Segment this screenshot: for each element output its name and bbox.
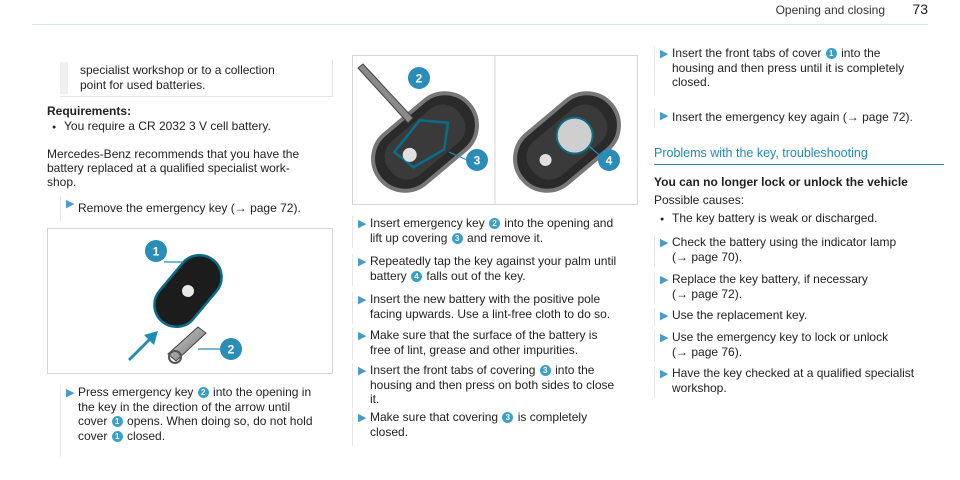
num-badge-3: 3 [502,412,513,423]
step-use-replacement [654,308,960,326]
step-text: workshop. [672,380,727,395]
sub-heading: You can no longer lock or unlock the vehicle [654,175,908,189]
ref-arrow-icon: → [676,286,688,301]
recommend-1: Mercedes-Benz recommends that you have the [47,147,300,161]
num-badge-3: 3 [452,233,463,244]
ref-arrow-icon: → [676,344,688,359]
ref-arrow-icon: → [846,110,859,124]
step-arrow-icon: ▶ [358,330,367,342]
note-text-2: point for used batteries. [80,78,206,92]
step-insert-covering [352,363,658,409]
num-badge-4: 4 [411,271,422,282]
step-check-covering [352,410,658,446]
step-text: Check the battery using the indicator lamp [672,235,897,249]
step-text: Insert emergency key [370,216,489,230]
callout-2-label: 2 [415,71,423,86]
step-press-key [60,385,348,457]
step-text: and remove it. [463,230,544,245]
step-text: into the opening and [501,216,614,230]
step-text: cover [78,428,111,443]
step-text: Have the key checked at a qualified specialist [672,366,915,380]
requirements-heading: Requirements: [47,104,132,118]
step-arrow-icon: ▶ [66,387,75,399]
problems-heading: Problems with the key, troubleshooting [654,146,868,160]
step-text: Make sure that the surface of the battery is [370,328,598,342]
section-title: Opening and closing [775,3,885,17]
page-ref-link[interactable]: page 76 [691,344,735,359]
step-text: Press emergency key [78,385,197,399]
step-text: it. [370,392,380,406]
page-ref-link[interactable]: page 70 [691,249,735,264]
num-badge-1: 1 [112,416,123,427]
step-text: opens. When doing so, do not hold [123,414,313,428]
step-arrow-icon: ▶ [660,310,669,322]
step-replace-battery [654,272,960,304]
figure-battery-removal [352,55,638,205]
step-arrow-icon: ▶ [358,256,367,268]
callout-3-label: 3 [473,153,481,168]
step-text: ( [672,249,676,264]
step-text: lift up covering [370,230,451,245]
step-have-key-checked [654,366,960,398]
step-text: ( [672,286,676,301]
bullet-icon: ● [660,216,665,223]
step-reinsert-key [654,108,960,128]
step-arrow-icon: ▶ [358,365,367,377]
step-text-end: ). [734,344,743,359]
step-text: Replace the key battery, if necessary [672,272,868,286]
step-text: Insert the front tabs of cover [672,46,825,60]
num-badge-1: 1 [826,48,837,59]
step-text: free of lint, grease and other impurities. [370,342,579,357]
step-text: Use the emergency key to lock or unlock [672,330,889,344]
step-text: Repeatedly tap the key against your palm until [370,254,617,268]
step-text: Insert the emergency key again ( [672,110,847,124]
num-badge-2: 2 [489,218,500,229]
step-text: Make sure that covering [370,410,502,424]
step-text: cover [78,414,111,428]
step-text: housing and then press on both sides to close [370,377,615,392]
possible-causes: Possible causes: [654,193,745,207]
step-arrow-icon: ▶ [660,368,669,380]
step-text: closed. [672,75,711,89]
step-text: closed. [370,424,409,439]
step-arrow-icon: ▶ [660,48,669,60]
step-text: Remove the emergency key ( [78,201,235,215]
step-text: Insert the front tabs of covering [370,363,539,377]
step-text: the key in the direction of the arrow until [78,399,291,414]
step-text: Insert the new battery with the positive pole [370,292,601,306]
step-check-surface [352,328,658,360]
step-arrow-icon: ▶ [660,237,669,249]
recommend-3: shop. [47,175,77,189]
step-text-end: ). [734,286,743,301]
step-text: into the opening in [209,385,312,399]
note-box [60,60,333,97]
figure-key-opening [47,228,333,374]
recommend-2: battery replaced at a qualified specialist work- [47,161,290,175]
step-insert-emergency-key [352,216,658,248]
callout-2-label: 2 [227,342,235,357]
requirement-text: You require a CR 2032 3 V cell battery. [64,119,271,133]
step-arrow-icon: ▶ [660,274,669,286]
page-ref-link[interactable]: page 72 [691,286,735,301]
step-text: facing upwards. Use a lint-free cloth to do so. [370,306,611,321]
ref-arrow-icon: → [676,249,688,264]
step-insert-battery [352,292,658,324]
key-illustration [48,229,332,373]
step-text: into the [551,363,595,377]
step-remove-key [60,196,348,222]
running-header [776,3,885,17]
step-text-end: ). [734,249,743,264]
page-ref-link[interactable]: page 72 [250,201,294,215]
step-text-end: ). [293,201,301,215]
cause-item [660,211,877,228]
page-number: 73 [912,1,928,17]
step-arrow-icon: ▶ [660,332,669,344]
requirement-item [52,119,271,136]
step-use-emergency-key [654,330,960,362]
step-arrow-icon: ▶ [358,412,367,424]
step-text: is completely [514,410,588,424]
step-text: into the [837,46,881,60]
step-tap-key [352,254,658,286]
note-text-1: specialist workshop or to a collection [80,63,275,77]
step-text: closed. [123,428,166,443]
num-badge-3: 3 [540,365,551,376]
num-badge-2: 2 [198,387,209,398]
step-arrow-icon: ▶ [358,218,367,230]
step-text-end: ). [905,110,913,124]
step-insert-cover [654,46,960,96]
header-rule [32,24,928,25]
bullet-icon: ● [52,124,57,131]
step-arrow-icon: ▶ [66,198,75,210]
step-arrow-icon: ▶ [358,294,367,306]
callout-4-label: 4 [605,153,613,168]
step-text: Use the replacement key. [672,308,808,322]
callout-1-label: 1 [152,244,160,259]
problems-heading-rule [654,164,944,165]
num-badge-1: 1 [112,431,123,442]
note-stripe [60,62,68,94]
cause-text: The key battery is weak or discharged. [672,211,878,225]
step-arrow-icon: ▶ [660,110,669,122]
step-text: battery [370,268,411,283]
step-check-battery [654,235,960,267]
page-ref-link[interactable]: page 72 [862,110,906,124]
step-text: falls out of the key. [423,268,526,283]
step-text: housing and then press until it is completely [672,60,905,75]
ref-arrow-icon: → [234,201,247,215]
step-text: ( [672,344,676,359]
battery-illustration [353,56,637,204]
